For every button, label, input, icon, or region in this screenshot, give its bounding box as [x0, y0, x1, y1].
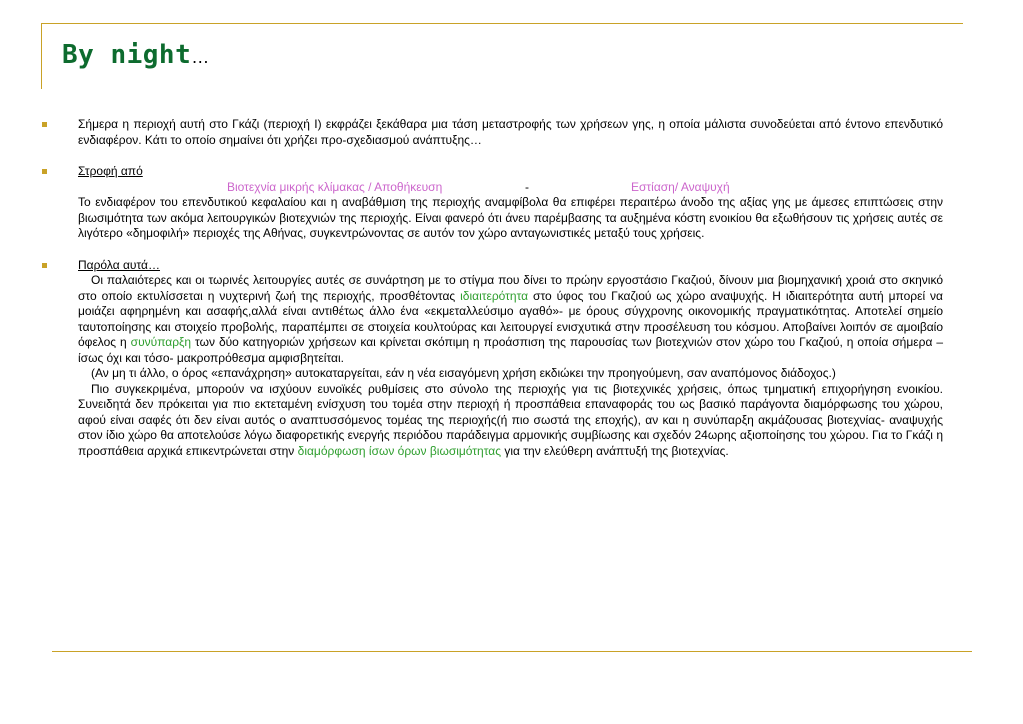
slide-title — [62, 36, 209, 76]
bullet-3-paragraph-2: (Αν μη τι άλλο, ο όρος «επανάχρηση» αυτοκαταργείται, εάν η νέα εισαγόμενη χρήση εκδιώκει την προηγούμενη, σαν αναπόμονος διάδοχος.) — [91, 366, 836, 380]
bullet-item-3 — [40, 258, 943, 460]
slide-title-ellipsis: … — [191, 47, 210, 67]
shift-from-label: Βιοτεχνία μικρής κλίμακας / Αποθήκευση — [227, 179, 443, 194]
bullet-1-text: Σήμερα η περιοχή αυτή στο Γκάζι (περιοχή Ι) εκφράζει ξεκάθαρα μια τάση μεταστροφής των χρήσεων γης, η οποία μάλιστα συνοδεύεται από έντονο επενδυτικό ενδιαφέρον. Κάτι το οποίο σημαίνει ότι χρήζει προ-σχεδιασμού ανάπτυξης… — [78, 117, 943, 147]
highlight-idiaiterotita: ιδιαιτερότητα — [460, 288, 529, 303]
paragraph-3-part-b: για την ελεύθερη ανάπτυξή της βιοτεχνίας. — [501, 443, 729, 458]
slide-content — [40, 117, 943, 459]
shift-row — [78, 180, 943, 196]
bullet-3-paragraph-1 — [78, 273, 943, 366]
paragraph-1-part-a: Οι παλαιότερες και οι τωρινές λειτουργίες αυτές σε συνάρτηση με το στίγμα που δίνει το πρώην εργοστάσιο Γκαζιού, δίνουν μια βιομηχανική χροιά στο σκηνικό στο οποίο εκτυλίσσεται η νυχτερινή ζωή της περιοχής, προσθέτοντας — [78, 273, 943, 303]
paragraph-1-part-c: των δύο κατηγοριών χρήσεων και κρίνεται σκόπιμη η προάσπιση της παρουσίας των βιοτεχνιών στον χώρο του Γκαζιού, η οποία σήμερα –ίσως όχι και τόσο- μακροπρόθεσμα αμφισβητείται. — [78, 335, 943, 365]
bullet-2-heading: Στροφή από — [78, 164, 143, 178]
bullet-3-heading: Παρόλα αυτά… — [78, 257, 160, 272]
bullet-item-1 — [40, 117, 943, 148]
top-rule — [41, 23, 963, 24]
bullet-item-2 — [40, 164, 943, 242]
shift-to-label: Εστίαση/ Αναψυχή — [631, 179, 730, 194]
slide-title-text: By night — [62, 40, 192, 70]
highlight-synyparxi: συνύπαρξη — [130, 335, 192, 349]
paragraph-3-part-a: Πιο συγκεκριμένα, μπορούν να ισχύουν ευνοϊκές ρυθμίσεις στο σύνολο της περιοχής για τις βιοτεχνικές χρήσεις, όπως τμηματική επιχορήγηση ενοικίου. Συνειδητά δεν πρόκειται για πιο εκτεταμένη ενίσχυση του τομέα στην περιοχή ή προσπάθεια επαναφοράς του ως βασικό παράγοντα διαμόρφωσης του χώρου, αφού είναι σαφές ότι δεν είναι αυτός ο αναπτυσσόμενος τομέας της περιοχής(ή πιο σωστά της εποχής), αν και η συνύπαρξη ακμάζουσας βιοτεχνίας- αναψυχής στον ίδιο χώρο θα αποτελούσε λόγω διαφορετικής ενεργής περιόδου παράδειγμα αρμονικής συμβίωσης και σχεδόν 24ωρης αξιοποίησης του χώρου. Για το Γκάζι η προσπάθεια αρχικά επικεντρώνεται στην — [78, 381, 943, 458]
bullet-square-icon — [42, 169, 47, 174]
shift-dash: - — [525, 179, 529, 194]
left-rule — [41, 23, 42, 89]
bullet-square-icon — [42, 122, 47, 127]
bullet-2-text: Το ενδιαφέρον του επενδυτικού κεφαλαίου και η αναβάθμιση της περιοχής αναμφίβολα θα επιφέρει περαιτέρω άνοδο της αξίας γης με άμεσες επιπτώσεις στην βιωσιμότητα των ακόμα λειτουργικών βιοτεχνιών της περιοχής. Είναι φανερό ότι άνευ παρέμβασης τα αυξημένα κόστη ενοικίου θα εξωθήσουν τις χρήσεις αυτές σε λιγότερο «δημοφιλή» περιοχές της Αθήνας, συγκεντρώνοντας σε αυτόν τον χώρο ανταγωνιστικές μεταξύ τους χρήσεις. — [78, 195, 943, 240]
bullet-3-paragraph-3 — [78, 382, 943, 460]
bottom-rule — [52, 651, 972, 652]
paragraph-1-part-b: στο ύφος του Γκαζιού ως χώρο αναψυχής. Η ιδιαιτερότητα αυτή μπορεί να μοιάζει αφηρημένη και ασαφής,αλλά είναι αντιθέτως άλλο ένα «εκμεταλλεύσιμο αγαθό»- με όρους σύγχρονης οικονομικής πραγματικότητας. Αποτελεί σημείο ταυτοποίησης και στοιχείο προβολής, παραπέμπει σε στοιχεία κουλτούρας και λειτουργεί ενισχυτικά στην προσέλευση του κόσμου. Αποβαίνει λοιπόν σε αμοιβαίο όφελος η — [78, 288, 943, 349]
bullet-square-icon — [42, 263, 47, 268]
highlight-viosimotita: διαμόρφωση ίσων όρων βιωσιμότητας — [297, 443, 502, 458]
